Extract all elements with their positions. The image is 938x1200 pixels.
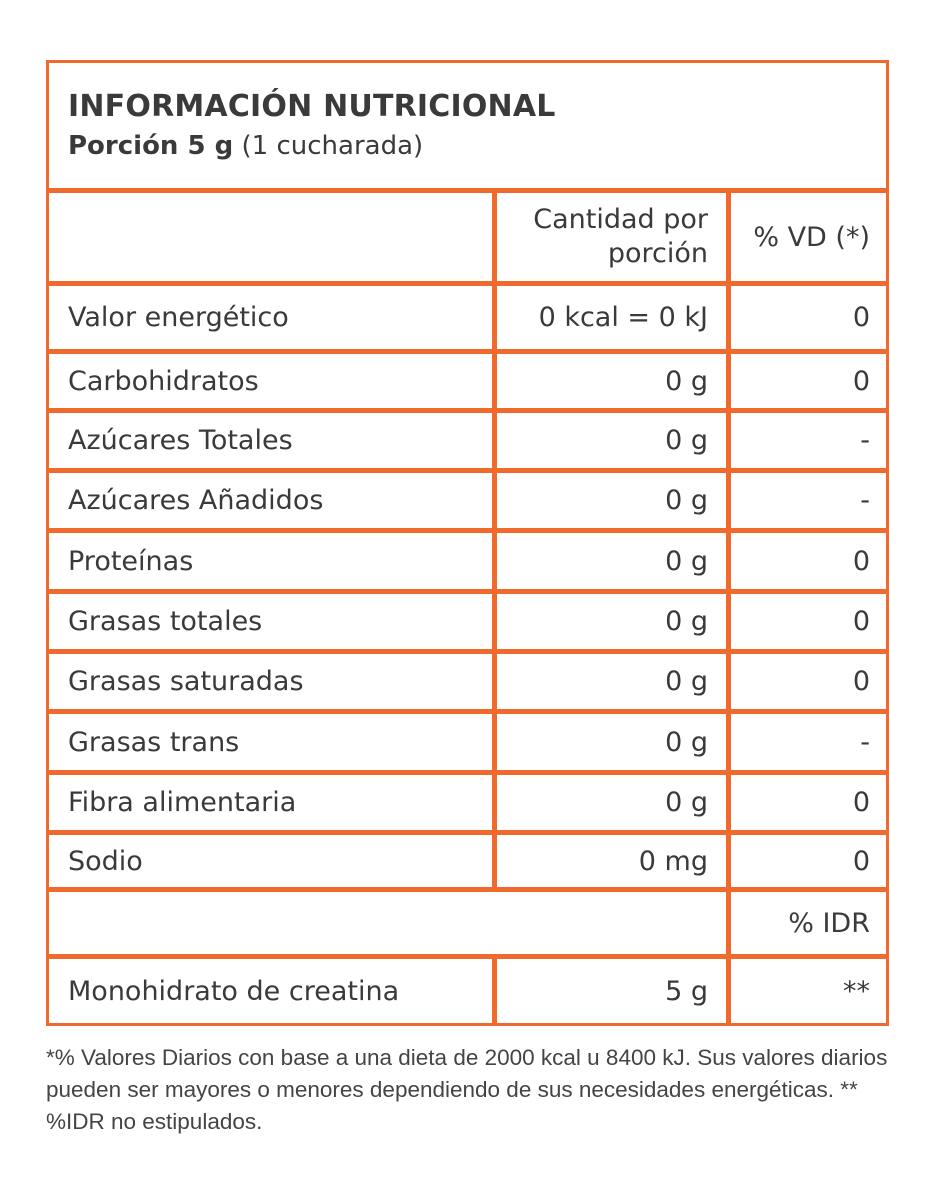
nutrient-amount: 0 g (497, 775, 726, 830)
nutrient-vd: 0 (731, 533, 886, 589)
nutrient-vd: - (731, 714, 886, 770)
portion-size-bold: Porción 5 g (68, 131, 234, 161)
nutrition-table (46, 60, 889, 1026)
nutrient-name: Fibra alimentaria (49, 775, 492, 830)
nutrient-vd: - (731, 473, 886, 528)
nutrient-amount: 0 g (497, 354, 726, 408)
table-title: INFORMACIÓN NUTRICIONAL (68, 89, 556, 124)
header-empty-cell (49, 193, 492, 281)
nutrient-name: Grasas trans (49, 714, 492, 770)
creatine-name: Monohidrato de creatina (49, 959, 492, 1023)
nutrient-vd: 0 (731, 286, 886, 349)
nutrient-vd: 0 (731, 594, 886, 649)
creatine-amount: 5 g (497, 959, 726, 1023)
nutrient-amount: 0 g (497, 714, 726, 770)
nutrient-amount: 0 g (497, 473, 726, 528)
nutrient-name: Sodio (49, 835, 492, 887)
nutrient-name: Azúcares Añadidos (49, 473, 492, 528)
nutrient-amount: 0 g (497, 533, 726, 589)
nutrient-amount: 0 g (497, 413, 726, 468)
nutrient-name: Proteínas (49, 533, 492, 589)
nutrient-amount: 0 g (497, 654, 726, 709)
table-header (49, 63, 886, 188)
portion-size (68, 129, 886, 163)
nutrient-name: Carbohidratos (49, 354, 492, 408)
nutrient-name: Grasas totales (49, 594, 492, 649)
idr-header: % IDR (731, 892, 886, 954)
idr-empty-cell (49, 892, 726, 954)
header-amount: Cantidad por porción (497, 193, 726, 281)
nutrient-vd: 0 (731, 775, 886, 830)
nutrient-vd: 0 (731, 354, 886, 408)
footnote: *% Valores Diarios con base a una dieta de 2000 kcal u 8400 kJ. Sus valores diarios pueden ser mayores o menores dependiendo de sus necesidades energéticas. ** %IDR no estipulados. (46, 1045, 888, 1134)
portion-size-detail: (1 cucharada) (233, 131, 424, 161)
nutrient-vd: 0 (731, 654, 886, 709)
nutrient-amount: 0 kcal = 0 kJ (497, 286, 726, 349)
nutrient-name: Grasas saturadas (49, 654, 492, 709)
header-vd: % VD (*) (731, 193, 886, 281)
nutrient-name: Valor energético (49, 286, 492, 349)
nutrient-vd: - (731, 413, 886, 468)
nutrient-name: Azúcares Totales (49, 413, 492, 468)
creatine-idr: ** (731, 959, 886, 1023)
nutrient-amount: 0 g (497, 594, 726, 649)
nutrient-vd: 0 (731, 835, 886, 887)
nutrient-amount: 0 mg (497, 835, 726, 887)
